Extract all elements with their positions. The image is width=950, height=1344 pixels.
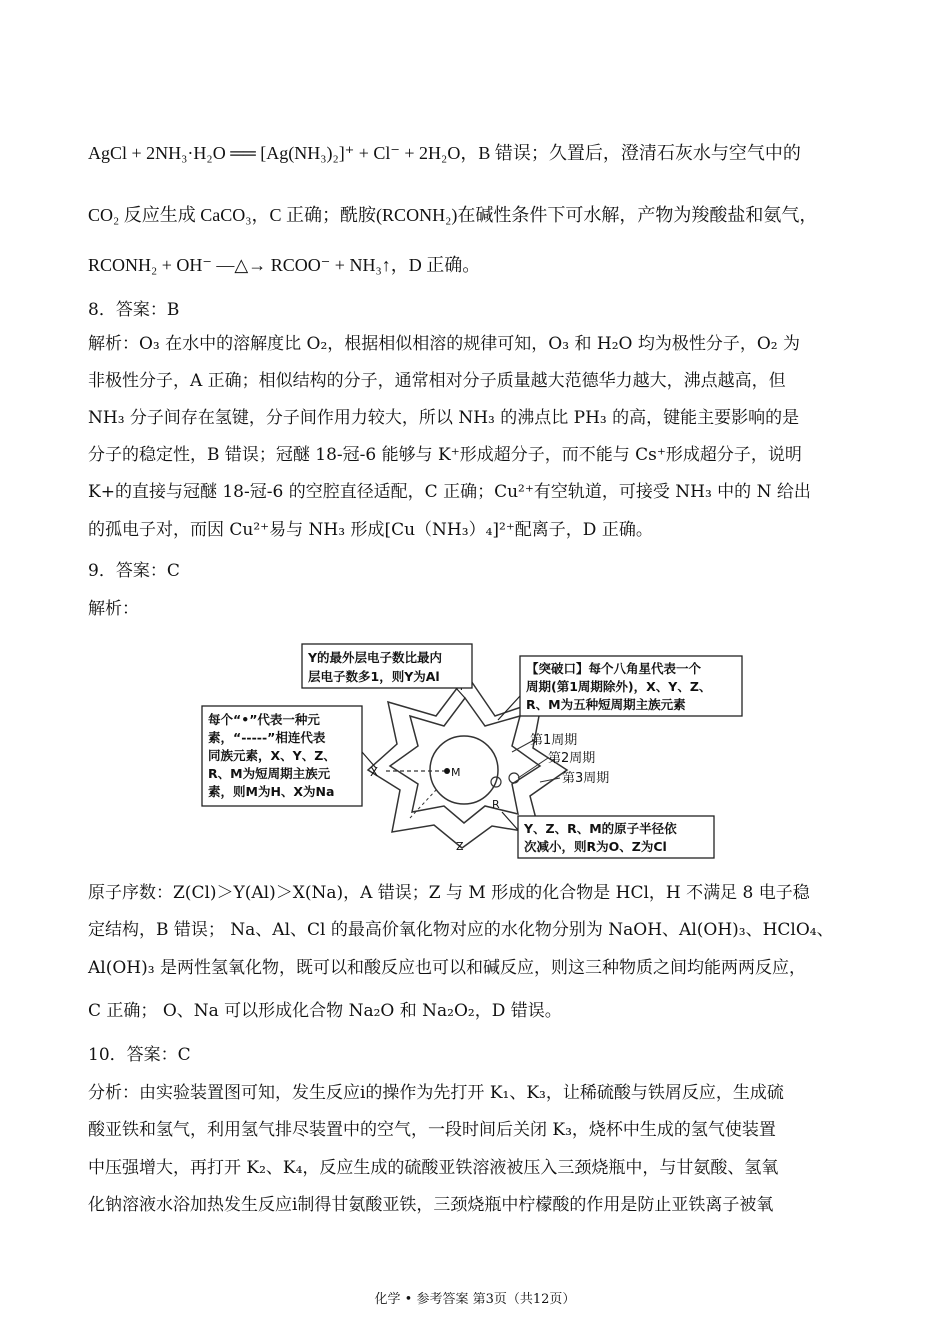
q10-line-1: 分析：由实验装置图可知，发生反应i的操作为先打开 K₁、K₃，让稀硫酸与铁屑反应，生成硫: [88, 1083, 784, 1103]
note-left-line-1: 每个“•”代表一种元: [208, 712, 320, 727]
q8-line-3: NH₃ 分子间存在氢键，分子间作用力较大，所以 NH₃ 的沸点比 PH₃ 的高，键能主要影响的是: [88, 408, 800, 428]
q9-line-1: 原子序数：Z(Cl)＞Y(Al)＞X(Na)，A 错误；Z 与 M 形成的化合物是 HCl，H 不满足 8 电子稳: [88, 883, 810, 903]
note-y-line-2: 层电子数多1，则Y为Al: [308, 669, 440, 684]
label-z: Z: [456, 840, 464, 853]
q10-line-2: 酸亚铁和氢气，利用氢气排尽装置中的空气，一段时间后关闭 K₃，烧杯中生成的氢气使装置: [88, 1120, 776, 1140]
q8-line-6: 的孤电子对，而因 Cu²⁺易与 NH₃ 形成[Cu（NH₃）₄]²⁺配离子，D 正确。: [88, 520, 653, 540]
equation-line-3: RCONH₂ + OH⁻ —△→ RCOO⁻ + NH₃↑，D 正确。: [88, 255, 481, 275]
periodic-star-diagram: [200, 640, 760, 860]
q10-line-3: 中压强增大，再打开 K₂、K₄，反应生成的硫酸亚铁溶液被压入三颈烧瓶中，与甘氨酸、氢氧: [88, 1158, 779, 1178]
label-m: M: [451, 766, 461, 779]
period-3-label: 第3周期: [562, 771, 610, 786]
period-1-label: 第1周期: [530, 733, 578, 748]
note-breakthrough-line-1: 【突破口】每个八角星代表一个: [526, 661, 702, 676]
note-breakthrough-line-2: 周期(第1周期除外)，X、Y、Z、: [526, 679, 712, 694]
q8-line-2: 非极性分子，A 正确；相似结构的分子，通常相对分子质量越大范德华力越大，沸点越高，但: [88, 371, 786, 391]
page-footer: 化学 • 参考答案 第3页（共12页）: [374, 1292, 576, 1307]
q9-line-4: C 正确； O、Na 可以形成化合物 Na₂O 和 Na₂O₂，D 错误。: [88, 1001, 562, 1021]
inner-circle: [430, 736, 498, 804]
pointer-left: [362, 752, 376, 768]
q8-line-5: K+的直接与冠醚 18-冠-6 的空腔直径适配，C 正确；Cu²⁺有空轨道，可接受 NH₃ 中的 N 给出: [88, 482, 811, 502]
note-radius-line-2: 次减小，则R为O、Z为Cl: [524, 839, 667, 854]
equation-line-1: AgCl + 2NH₃·H₂O ══ [Ag(NH₃)₂]⁺ + Cl⁻ + 2H₂O，B 错误；久置后，澄清石灰水与空气中的: [88, 143, 801, 163]
note-breakthrough-line-3: R、M为五种短周期主族元素: [526, 697, 686, 712]
label-r: R: [492, 798, 500, 811]
note-radius-line-1: Y、Z、R、M的原子半径依: [524, 821, 677, 836]
m-dot: [444, 768, 450, 774]
pointer-radius: [502, 812, 518, 830]
q8-answer: 8．答案：B: [88, 300, 180, 320]
q9-answer: 9．答案：C: [88, 561, 180, 581]
note-y-line-1: Y的最外层电子数比最内: [308, 650, 443, 665]
equation-line-2: CO₂ 反应生成 CaCO₃，C 正确；酰胺(RCONH₂)在碱性条件下可水解，产物为羧酸盐和氨气，: [88, 205, 818, 225]
note-left-line-4: R、M为短周期主族元: [208, 766, 331, 781]
note-left-line-5: 素，则M为H、X为Na: [208, 784, 335, 799]
q9-line-3: Al(OH)₃ 是两性氢氧化物，既可以和酸反应也可以和碱反应，则这三种物质之间均能两两反应，: [88, 958, 806, 978]
q8-line-4: 分子的稳定性，B 错误；冠醚 18-冠-6 能够与 K⁺形成超分子，而不能与 Cs⁺形成超分子，说明: [88, 445, 802, 465]
label-x: X: [370, 765, 379, 779]
q10-answer: 10．答案：C: [88, 1045, 191, 1065]
q9-analysis-label: 解析：: [88, 599, 139, 619]
q10-line-4: 化钠溶液水浴加热发生反应i制得甘氨酸亚铁，三颈烧瓶中柠檬酸的作用是防止亚铁离子被氧: [88, 1195, 774, 1215]
q8-line-1: 解析：O₃ 在水中的溶解度比 O₂，根据相似相溶的规律可知，O₃ 和 H₂O 均为极性分子，O₂ 为: [88, 334, 801, 354]
note-left-line-2: 素，“-----”相连代表: [208, 730, 326, 745]
note-left-line-3: 同族元素，X、Y、Z、: [208, 748, 336, 763]
atom-circle-2: [509, 773, 519, 783]
period-2-label: 第2周期: [548, 751, 596, 766]
q9-line-2: 定结构，B 错误； Na、Al、Cl 的最高价氧化物对应的水化物分别为 NaOH、Al(OH)₃、HClO₄、: [88, 920, 834, 940]
